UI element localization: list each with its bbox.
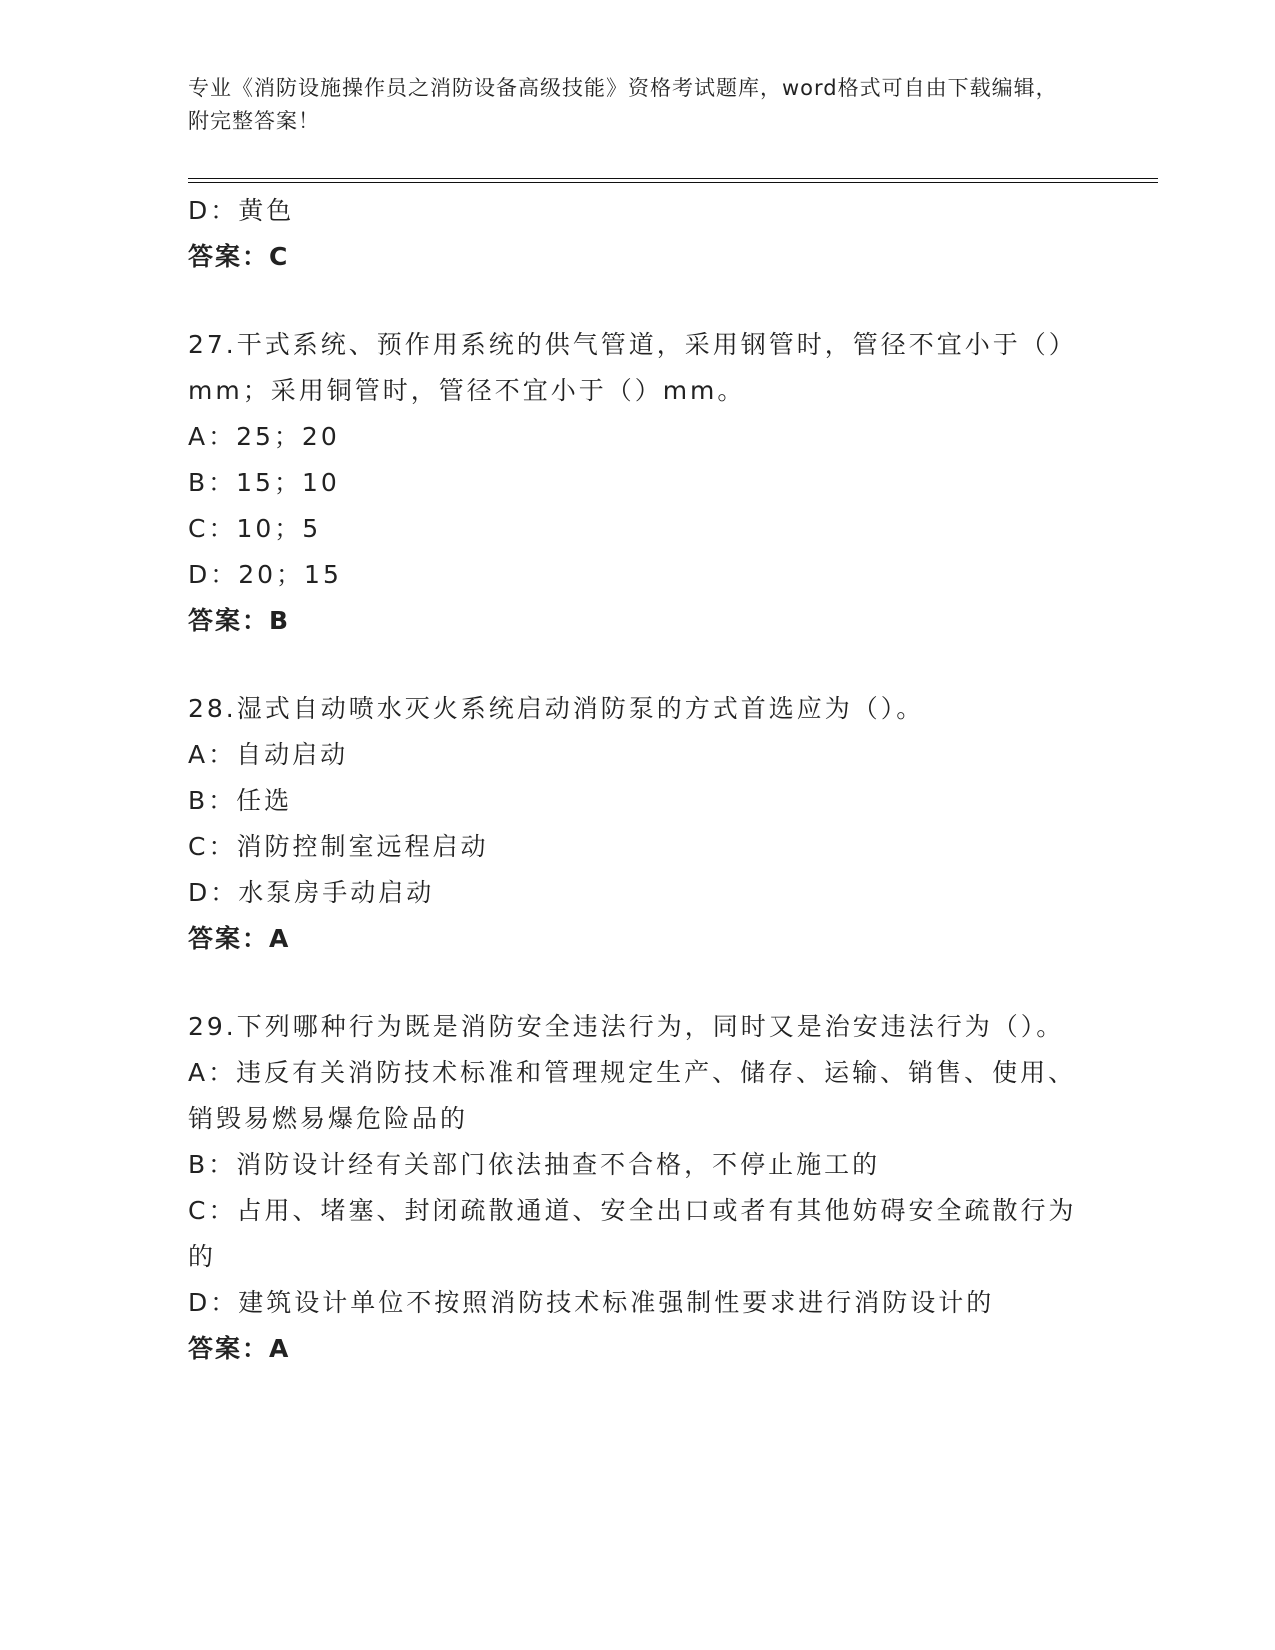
option-a: A：25；20 bbox=[188, 422, 340, 451]
question-28 bbox=[188, 686, 1088, 962]
question-stem: 28.湿式自动喷水灭火系统启动消防泵的方式首选应为（）。 bbox=[188, 694, 925, 723]
option-d: D：20；15 bbox=[188, 560, 342, 589]
question-27 bbox=[188, 322, 1088, 644]
page-header: 专业《消防设施操作员之消防设备高级技能》资格考试题库，word格式可自由下载编辑，附完整答案！ bbox=[188, 76, 1058, 133]
question-29 bbox=[188, 1004, 1088, 1372]
option-b: B：任选 bbox=[188, 786, 293, 815]
question-stem: 29.下列哪种行为既是消防安全违法行为，同时又是治安违法行为（）。 bbox=[188, 1012, 1065, 1041]
prev-option-d: D：黄色 bbox=[188, 196, 295, 225]
option-c: C：占用、堵塞、封闭疏散通道、安全出口或者有其他妨碍安全疏散行为的 bbox=[188, 1196, 1077, 1271]
option-d: D：建筑设计单位不按照消防技术标准强制性要求进行消防设计的 bbox=[188, 1288, 995, 1317]
answer: 答案：A bbox=[188, 1334, 291, 1363]
prev-answer: 答案：C bbox=[188, 242, 290, 271]
option-a: A：自动启动 bbox=[188, 740, 349, 769]
answer: 答案：A bbox=[188, 924, 291, 953]
option-c: C：10；5 bbox=[188, 514, 322, 543]
answer: 答案：B bbox=[188, 606, 291, 635]
option-b: B：消防设计经有关部门依法抽查不合格，不停止施工的 bbox=[188, 1150, 881, 1179]
header-divider bbox=[188, 178, 1158, 183]
question-stem: 27.干式系统、预作用系统的供气管道，采用钢管时，管径不宜小于（）mm；采用铜管时，管径不宜小于（）mm。 bbox=[188, 330, 1077, 405]
option-d: D：水泵房手动启动 bbox=[188, 878, 435, 907]
question-content bbox=[188, 188, 1088, 1372]
option-a: A：违反有关消防技术标准和管理规定生产、储存、运输、销售、使用、销毁易燃易爆危险品的 bbox=[188, 1058, 1077, 1133]
option-b: B：15；10 bbox=[188, 468, 340, 497]
option-c: C：消防控制室远程启动 bbox=[188, 832, 489, 861]
